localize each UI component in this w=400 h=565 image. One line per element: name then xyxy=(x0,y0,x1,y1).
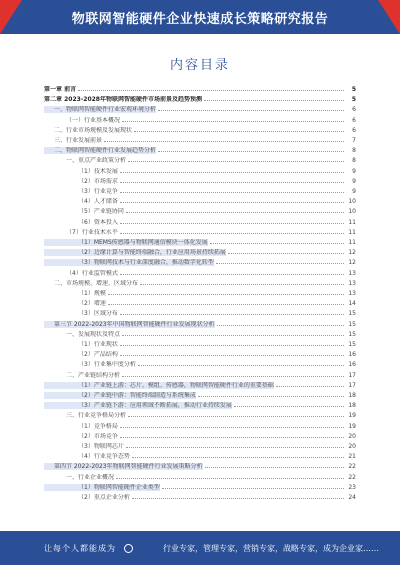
toc-entry-label: （3）产业链下游：应用领域不断拓展，推动行业持续发展 xyxy=(44,402,232,409)
toc-leader-dots xyxy=(120,182,344,183)
toc-leader-dots xyxy=(120,314,344,315)
toc-entry[interactable] xyxy=(44,145,356,154)
toc-entry[interactable] xyxy=(44,155,356,164)
toc-leader-dots xyxy=(120,202,344,203)
toc-entry-page: 19 xyxy=(348,412,356,420)
toc-entry-page: 22 xyxy=(348,463,356,471)
toc-entry[interactable] xyxy=(44,257,356,266)
toc-entry[interactable] xyxy=(44,451,356,460)
toc-leader-dots xyxy=(132,498,344,499)
toc-entry-label: （1）产业链上游：芯片、模组、传感器，物联网智能硬件行业的重要基础 xyxy=(44,382,274,389)
toc-leader-dots xyxy=(120,223,344,224)
toc-entry-page: 5 xyxy=(351,96,356,104)
toc-entry-label: 二、市场规模、增速、区域分布 xyxy=(54,279,139,287)
toc-entry[interactable] xyxy=(44,84,356,93)
toc-leader-dots xyxy=(120,274,344,275)
toc-entry-page: 13 xyxy=(348,279,356,287)
toc-entry-page: 18 xyxy=(348,392,356,399)
toc-leader-dots xyxy=(126,212,344,213)
toc-entry-label: 第三节 2022-2023年中国物联网智能硬件行业发展现状分析 xyxy=(44,321,215,328)
toc-entry[interactable] xyxy=(44,370,356,379)
toc-entry-label: （1）MEMS传感器与物联网通信模块一体化发展 xyxy=(44,239,208,246)
toc-entry-page: 17 xyxy=(348,381,356,389)
toc-entry-label: 一、发展现状及特点 xyxy=(66,330,121,338)
toc-entry[interactable] xyxy=(44,441,356,450)
toc-entry-label: （4）人才储备 xyxy=(78,198,118,206)
toc-entry[interactable] xyxy=(44,166,356,175)
toc-entry-page: 12 xyxy=(348,249,356,257)
toc-leader-dots xyxy=(128,161,344,162)
toc-entry-label: （3）物联网芯片 xyxy=(78,443,124,450)
toc-entry[interactable] xyxy=(44,359,356,368)
toc-entry[interactable] xyxy=(44,227,356,236)
toc-entry-label: （4）行业竞争态势 xyxy=(78,453,130,461)
toc-leader-dots xyxy=(104,141,344,142)
toc-entry[interactable] xyxy=(44,268,356,277)
toc-entry-label: （一）行业基本概况 xyxy=(66,116,121,124)
toc-entry-label: 二、产业链结构分析 xyxy=(66,371,121,379)
toc-entry-label: （7）行业技术水平 xyxy=(66,228,118,236)
toc-entry[interactable] xyxy=(44,196,356,205)
toc-entry[interactable] xyxy=(44,125,356,134)
toc-entry-label: （3）行业竞争 xyxy=(78,188,118,195)
toc-leader-dots xyxy=(122,335,344,336)
toc-entry-page: 17 xyxy=(348,371,356,379)
toc-leader-dots xyxy=(138,365,344,366)
circle-icon xyxy=(124,544,133,553)
toc-leader-dots xyxy=(228,253,344,254)
toc-entry-label: （4）行业监管模式 xyxy=(66,269,118,277)
toc-entry[interactable] xyxy=(44,104,356,113)
toc-entry-page: 15 xyxy=(348,320,356,328)
toc-entry-page: 6 xyxy=(352,106,356,114)
toc-leader-dots xyxy=(217,325,344,326)
toc-entry[interactable] xyxy=(44,206,356,215)
toc-entry-page: 21 xyxy=(348,453,356,461)
toc-entry[interactable] xyxy=(44,186,356,195)
toc-leader-dots xyxy=(198,396,344,397)
toc-entry[interactable] xyxy=(44,431,356,440)
toc-entry-label: 三、行业发展前景 xyxy=(54,137,103,144)
toc-entry[interactable] xyxy=(44,390,356,399)
toc-entry[interactable] xyxy=(44,380,356,389)
report-title: 物联网智能硬件企业快速成长策略研究报告 xyxy=(71,11,329,27)
toc-entry[interactable] xyxy=(44,217,356,226)
toc-entry-label: 第一章 前言 xyxy=(44,86,77,93)
toc-entry-label: （2）重点企业分析 xyxy=(78,494,130,501)
toc-leader-dots xyxy=(120,427,344,428)
toc-entry-page: 23 xyxy=(348,483,356,491)
toc-entry[interactable] xyxy=(44,472,356,481)
toc-entry[interactable] xyxy=(44,410,356,419)
toc-entry-page: 12 xyxy=(348,259,356,267)
toc-entry[interactable] xyxy=(44,400,356,409)
toc-leader-dots xyxy=(122,376,344,377)
toc-leader-dots xyxy=(120,355,344,356)
toc-entry-page: 24 xyxy=(348,494,356,501)
toc-entry-page: 15 xyxy=(348,341,356,348)
toc-entry-page: 11 xyxy=(348,239,356,246)
toc-leader-dots xyxy=(276,386,344,387)
toc-entry-page: 15 xyxy=(348,310,356,318)
toc-leader-dots xyxy=(132,457,344,458)
toc-entry-label: （2）产品结构 xyxy=(78,351,118,359)
toc-entry[interactable] xyxy=(44,288,356,297)
toc-entry-label: （3）物联网技术与行业深度融合，推动数字化转型 xyxy=(44,259,214,266)
toc-leader-dots xyxy=(210,243,344,244)
toc-leader-dots xyxy=(140,284,344,285)
toc-entry-page: 11 xyxy=(348,228,356,236)
toc-entry[interactable] xyxy=(44,482,356,491)
toc-entry[interactable] xyxy=(44,319,356,328)
toc-entry[interactable] xyxy=(44,94,356,103)
toc-entry[interactable] xyxy=(44,247,356,256)
toc-entry-label: （5）产业链协同 xyxy=(78,208,124,216)
toc-entry[interactable] xyxy=(44,461,356,470)
toc-entry-label: 三、行业竞争格局分析 xyxy=(66,412,127,420)
toc-entry-label: （2）增速 xyxy=(78,300,106,308)
toc-entry-page: 22 xyxy=(348,473,356,481)
toc-leader-dots xyxy=(162,488,344,489)
toc-leader-dots xyxy=(205,467,344,468)
footer-banner xyxy=(0,531,400,565)
toc-leader-dots xyxy=(120,437,344,438)
toc-leader-dots xyxy=(216,263,344,264)
table-of-contents xyxy=(44,84,356,504)
header-banner xyxy=(0,0,400,34)
toc-entry-page: 14 xyxy=(348,300,356,308)
toc-entry[interactable] xyxy=(44,421,356,430)
toc-entry-label: （6）资本投入 xyxy=(78,218,118,226)
toc-entry[interactable] xyxy=(44,135,356,144)
toc-entry-page: 16 xyxy=(348,361,356,369)
toc-entry-page: 20 xyxy=(348,443,356,450)
toc-leader-dots xyxy=(126,447,344,448)
toc-leader-dots xyxy=(120,345,344,346)
toc-entry-page: 7 xyxy=(352,137,356,144)
toc-heading: 内容目录 xyxy=(169,58,230,73)
toc-entry-label: （2）市场需求 xyxy=(78,177,118,185)
toc-leader-dots xyxy=(120,233,344,234)
toc-leader-dots xyxy=(158,151,344,152)
toc-entry-label: （2）市场竞争 xyxy=(78,432,118,440)
toc-entry[interactable] xyxy=(44,278,356,287)
toc-leader-dots xyxy=(128,416,344,417)
toc-leader-dots xyxy=(158,110,344,111)
toc-leader-dots xyxy=(120,172,344,173)
toc-leader-dots xyxy=(108,304,344,305)
toc-entry[interactable] xyxy=(44,349,356,358)
toc-entry-page: 5 xyxy=(351,86,356,93)
toc-entry[interactable] xyxy=(44,339,356,348)
toc-leader-dots xyxy=(116,478,344,479)
toc-entry-label: 第二章 2023-2028年物联网智能硬件市场前景及趋势预测 xyxy=(44,96,202,104)
toc-entry-label: （1）行业现状 xyxy=(78,341,118,348)
toc-entry-page: 11 xyxy=(348,218,356,226)
toc-entry-label: （3）行业集中度分析 xyxy=(78,361,136,369)
toc-entry-page: 8 xyxy=(352,157,356,165)
toc-entry-page: 10 xyxy=(348,198,356,206)
toc-entry-page: 9 xyxy=(352,167,356,175)
toc-entry-label: 二、行业市场规模及发展现状 xyxy=(54,126,133,134)
toc-entry-label: （1）规模 xyxy=(78,290,106,297)
toc-entry-page: 13 xyxy=(348,290,356,297)
toc-entry-label: （1）竞争格局 xyxy=(78,422,118,430)
footer-slogan-left: 让每个人都能成为 xyxy=(44,543,116,553)
toc-entry-label: 一、物联网智能硬件行业宏观环境分析 xyxy=(44,106,156,113)
toc-entry-page: 18 xyxy=(348,402,356,410)
toc-entry[interactable] xyxy=(44,298,356,307)
toc-entry-page: 19 xyxy=(348,422,356,430)
toc-leader-dots xyxy=(122,121,344,122)
toc-leader-dots xyxy=(120,192,344,193)
toc-entry-label: （1）技术发展 xyxy=(78,167,118,175)
toc-entry-label: （3）区域分布 xyxy=(78,310,118,318)
toc-entry-page: 6 xyxy=(352,116,356,124)
toc-entry-page: 9 xyxy=(352,177,356,185)
toc-entry[interactable] xyxy=(44,237,356,246)
toc-entry-page: 13 xyxy=(348,269,356,277)
header-right-accent xyxy=(378,0,400,34)
toc-entry[interactable] xyxy=(44,176,356,185)
toc-entry-label: 二、物联网智能硬件行业发展趋势分析 xyxy=(44,147,156,154)
toc-leader-dots xyxy=(134,131,344,132)
toc-leader-dots xyxy=(78,90,344,91)
toc-entry-label: 第四节 2022-2023年物联网智能硬件行业发展策略分析 xyxy=(44,463,203,470)
toc-entry[interactable] xyxy=(44,492,356,501)
toc-leader-dots xyxy=(234,406,344,407)
toc-leader-dots xyxy=(108,294,344,295)
toc-entry-label: （2）产业链中游：智能终端制造与系统集成 xyxy=(44,392,196,399)
toc-entry-page: 16 xyxy=(348,351,356,359)
header-left-accent xyxy=(0,0,22,34)
toc-entry-page: 15 xyxy=(348,330,356,338)
toc-entry[interactable] xyxy=(44,329,356,338)
toc-entry-page: 8 xyxy=(352,147,356,155)
footer-slogan-right: 行业专家，管理专家，营销专家，战略专家，成为企业家…… xyxy=(163,543,379,553)
toc-entry-label: （2）边缘计算与智能终端融合，行业应用场景持续拓展 xyxy=(44,249,226,256)
toc-entry[interactable] xyxy=(44,115,356,124)
toc-entry-page: 6 xyxy=(352,126,356,134)
toc-entry-page: 9 xyxy=(352,188,356,195)
toc-entry-page: 10 xyxy=(348,208,356,216)
toc-entry-label: （1）物联网智能硬件企业类型 xyxy=(44,484,160,491)
toc-entry-label: 一、行业企业概况 xyxy=(66,473,115,481)
toc-leader-dots xyxy=(204,100,344,101)
toc-entry[interactable] xyxy=(44,308,356,317)
toc-entry-page: 20 xyxy=(348,432,356,440)
toc-entry-label: 一、重点产业政策分析 xyxy=(66,157,127,165)
